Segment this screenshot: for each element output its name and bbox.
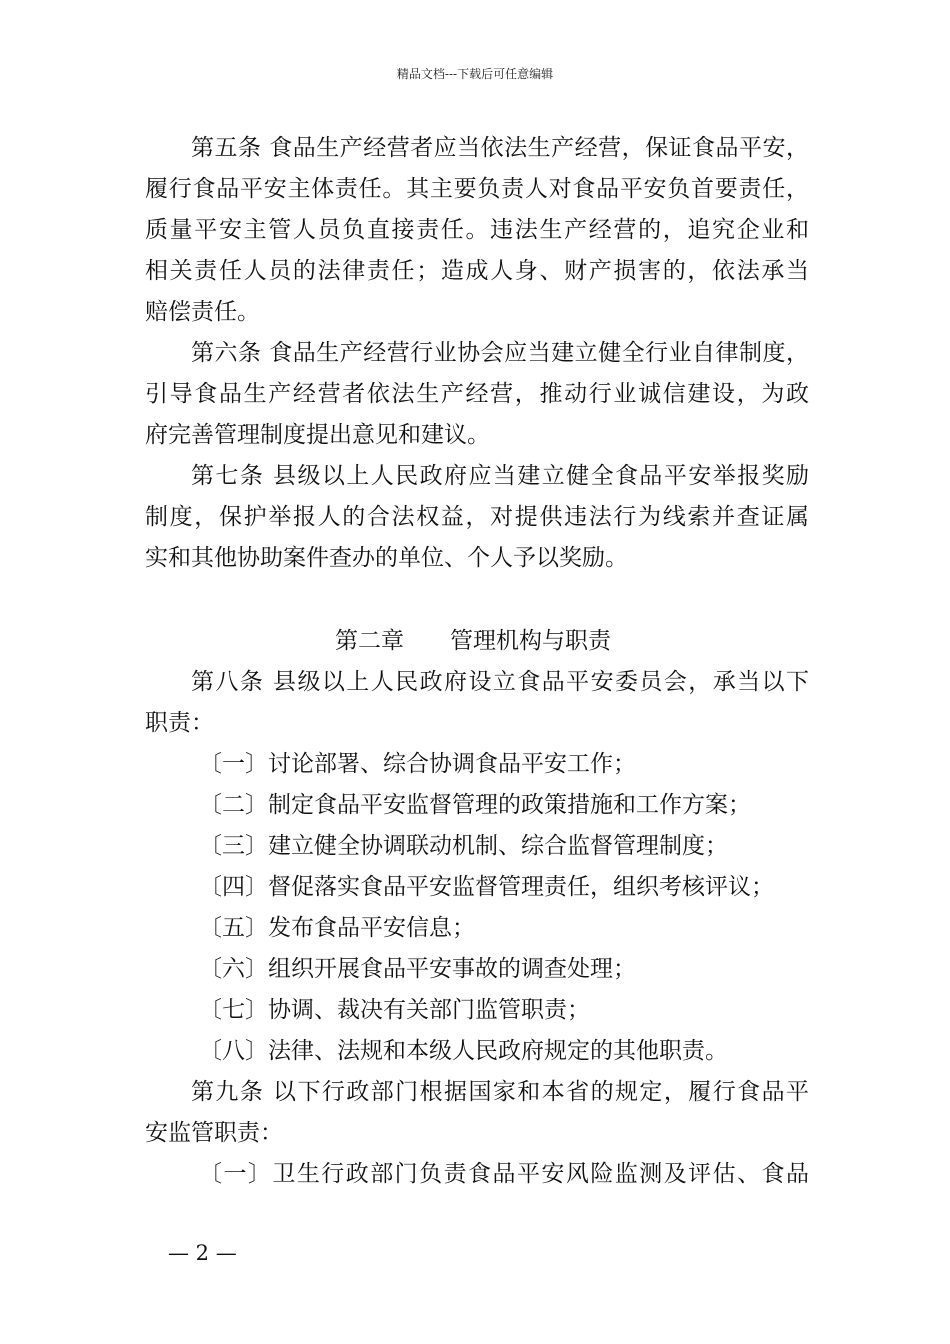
article-line: 第八条 县级以上人民政府设立食品平安委员会，承当以下 bbox=[191, 669, 809, 695]
article-8 bbox=[145, 662, 809, 1072]
page-number: — 2 — bbox=[168, 1241, 237, 1265]
article-line: 第七条 县级以上人民政府应当建立健全食品平安举报奖励 bbox=[191, 463, 809, 489]
article-line: 职责： bbox=[145, 710, 214, 736]
list-item: 〔三〕建立健全协调联动机制、综合监督管理制度； bbox=[199, 833, 728, 859]
chapter-title: 第二章 管理机构与职责 bbox=[335, 628, 611, 654]
list-item: 〔二〕制定食品平安监督管理的政策措施和工作方案； bbox=[199, 792, 751, 818]
article-line: 引导食品生产经营者依法生产经营，推动行业诚信建设，为政 bbox=[145, 381, 809, 407]
list-item: 〔一〕卫生行政部门负责食品平安风险监测及评估、食品 bbox=[199, 1161, 809, 1187]
section-spacer bbox=[145, 579, 809, 621]
article-line: 安监管职责： bbox=[145, 1120, 283, 1146]
article-6 bbox=[145, 333, 809, 456]
list-item: 〔一〕讨论部署、综合协调食品平安工作； bbox=[199, 751, 636, 777]
article-line: 实和其他协助案件查办的单位、个人予以奖励。 bbox=[145, 545, 628, 571]
article-7 bbox=[145, 456, 809, 579]
article-line: 制度，保护举报人的合法权益，对提供违法行为线索并查证属 bbox=[145, 504, 809, 530]
article-line: 相关责任人员的法律责任；造成人身、财产损害的，依法承当 bbox=[145, 258, 809, 284]
list-item: 〔五〕发布食品平安信息； bbox=[199, 915, 475, 941]
article-line: 赔偿责任。 bbox=[145, 299, 260, 325]
article-line: 府完善管理制度提出意见和建议。 bbox=[145, 422, 490, 448]
article-line: 第五条 食品生产经营者应当依法生产经营，保证食品平安， bbox=[191, 135, 809, 161]
list-item: 〔八〕法律、法规和本级人民政府规定的其他职责。 bbox=[199, 1038, 728, 1064]
page-header: 精品文档---下载后可任意编辑 bbox=[396, 67, 554, 81]
list-item: 〔六〕组织开展食品平安事故的调查处理； bbox=[199, 956, 636, 982]
document-body bbox=[145, 128, 809, 1195]
article-5 bbox=[145, 128, 809, 333]
article-line: 第六条 食品生产经营行业协会应当建立健全行业自律制度， bbox=[191, 340, 809, 366]
article-line: 第九条 以下行政部门根据国家和本省的规定，履行食品平 bbox=[191, 1079, 809, 1105]
article-line: 质量平安主管人员负直接责任。违法生产经营的，追究企业和 bbox=[145, 217, 809, 243]
article-line: 履行食品平安主体责任。其主要负责人对食品平安负首要责任， bbox=[145, 176, 809, 202]
list-item: 〔七〕协调、裁决有关部门监管职责； bbox=[199, 997, 590, 1023]
article-9 bbox=[145, 1072, 809, 1195]
list-item: 〔四〕督促落实食品平安监督管理责任，组织考核评议； bbox=[199, 874, 774, 900]
